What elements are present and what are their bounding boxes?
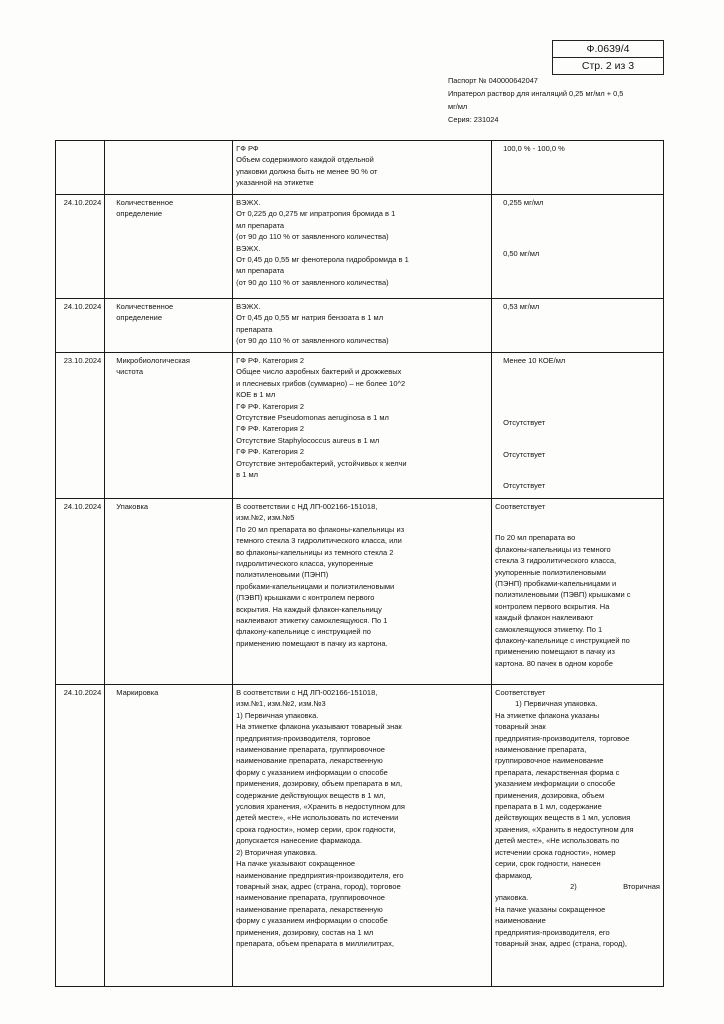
row-spec: В соответствии с НД ЛП-002166-151018, изм.№1, изм.№2, изм.№3 1) Первичная упаковка. На этикетке флакона указывают товарный знак предприятия-производителя, торговое наименование препарата, группировочное наименование препарата, лекарственную форму с указанием информации о способе применения, дозировку, объем препарата в мл, содержание действующих веществ в 1 мл, условия хранения, «Хранить в недоступном для детей месте», «Не использовать по истечении срока годности», номер серии, срок годности, допускается нанесение фармакода. 2) Вторичная упаковка. На пачке указывают сокращенное наименование предприятия-производителя, его товарный знак, адрес (страна, город), торговое наименование препарата, группировочное наименование препарата, лекарственную форму с указанием информации о способе применения, дозировку, состав на 1 мл препарата, объем препарата в миллилитрах, — [233, 685, 492, 987]
row-date: 23.10.2024 — [56, 353, 105, 499]
row-date: 24.10.2024 — [56, 499, 105, 685]
row-test: Количественное определение — [105, 195, 233, 299]
product-name-line1: Ипратерол раствор для ингаляций 0,25 мг/мл + 0,5 — [448, 89, 624, 98]
table-row — [56, 195, 664, 299]
row-date: 24.10.2024 — [56, 299, 105, 353]
table-row — [56, 353, 664, 499]
row-test: Маркировка — [105, 685, 233, 987]
form-code: Ф.0639/4 — [586, 43, 630, 55]
passport-number: Паспорт № 040000642047 — [448, 76, 538, 85]
form-code-box — [552, 40, 664, 75]
row-test: Количественное определение — [105, 299, 233, 353]
row-result: Соответствует По 20 мл препарата во флаконы-капельницы из темного стекла 3 гидролитического класса, укупоренные полиэтиленовыми (ПЭНП) пробками-капельницами и полиэтиленовыми (ПЭВП) крышками с контролем первого вскрытия. На каждый флакон наклеивают самоклеящуюся этикетку. По 1 флакону-капельнице с инструкцией по применению помещают в пачку из картона. 80 пачек в одном коробе — [492, 499, 664, 685]
row-spec: ВЭЖХ. От 0,225 до 0,275 мг ипратропия бромида в 1 мл препарата (от 90 до 110 % от заявленного количества) ВЭЖХ. От 0,45 до 0,55 мг фенотерола гидробромида в 1 мл препарата (от 90 до 110 % от заявленного количества) — [233, 195, 492, 299]
row-test: Упаковка — [105, 499, 233, 685]
series-number: Серия: 231024 — [448, 115, 499, 124]
row-date: 24.10.2024 — [56, 195, 105, 299]
row-spec: ГФ РФ Объем содержимого каждой отдельной упаковки должна быть не менее 90 % от указанной на этикетке — [233, 141, 492, 195]
row-spec: ГФ РФ. Категория 2 Общее число аэробных бактерий и дрожжевых и плесневых грибов (суммарно) – не более 10^2 КОЕ в 1 мл ГФ РФ. Категория 2 Отсутствие Pseudomonas aeruginosa в 1 мл ГФ РФ. Категория 2 Отсутствие Staphylococcus aureus в 1 мл ГФ РФ. Категория 2 Отсутствие энтеробактерий, устойчивых к желчи в 1 мл — [233, 353, 492, 499]
table-row — [56, 299, 664, 353]
row-test — [105, 141, 233, 195]
row-result: 100,0 % - 100,0 % — [492, 141, 664, 195]
row-date: 24.10.2024 — [56, 685, 105, 987]
row-test: Микробиологическая чистота — [105, 353, 233, 499]
analysis-table — [55, 140, 664, 987]
row-result: 0,255 мг/мл 0,50 мг/мл — [492, 195, 664, 299]
row-date — [56, 141, 105, 195]
row-result: 0,53 мг/мл — [492, 299, 664, 353]
row-result: Соответствует 1) Первичная упаковка. На этикетке флакона указаны товарный знак предприятия-производителя, торговое наименование препарата, группировочное наименование препарата, лекарственная форма с указанием информации о способе применения, дозировка, объем препарата в 1 мл, содержание действующих веществ в 1 мл, условия хранения, «Хранить в недоступном для детей месте», «Не использовать по истечении срока годности», номер серии, срок годности, нанесен фармакод. 2) Вторичная упаковка. На пачке указаны сокращенное наименование предприятия-производителя, его товарный знак, адрес (страна, город), — [492, 685, 664, 987]
row-spec: ВЭЖХ. От 0,45 до 0,55 мг натрия бензоата в 1 мл препарата (от 90 до 110 % от заявленного количества) — [233, 299, 492, 353]
table-row — [56, 141, 664, 195]
page-number: Стр. 2 из 3 — [553, 57, 663, 74]
product-name-line2: мг/мл — [448, 102, 468, 111]
row-spec: В соответствии с НД ЛП-002166-151018, изм.№2, изм.№5 По 20 мл препарата во флаконы-капельницы из темного стекла 3 гидролитического класса, или во флаконы-капельницы из темного стекла 2 гидролитического класса, укупоренные полиэтиленовыми (ПЭНП) пробками-капельницами и полиэтиленовыми (ПЭВП) крышками с контролем первого вскрытия. На каждый флакон-капельницу наклеивают этикетку самоклеящуюся. По 1 флакону-капельнице с инструкцией по применению помещают в пачку из картона. — [233, 499, 492, 685]
row-result: Менее 10 КОЕ/мл Отсутствует Отсутствует Отсутствует — [492, 353, 664, 499]
table-row — [56, 499, 664, 685]
table-row — [56, 685, 664, 987]
document-header — [448, 74, 623, 126]
